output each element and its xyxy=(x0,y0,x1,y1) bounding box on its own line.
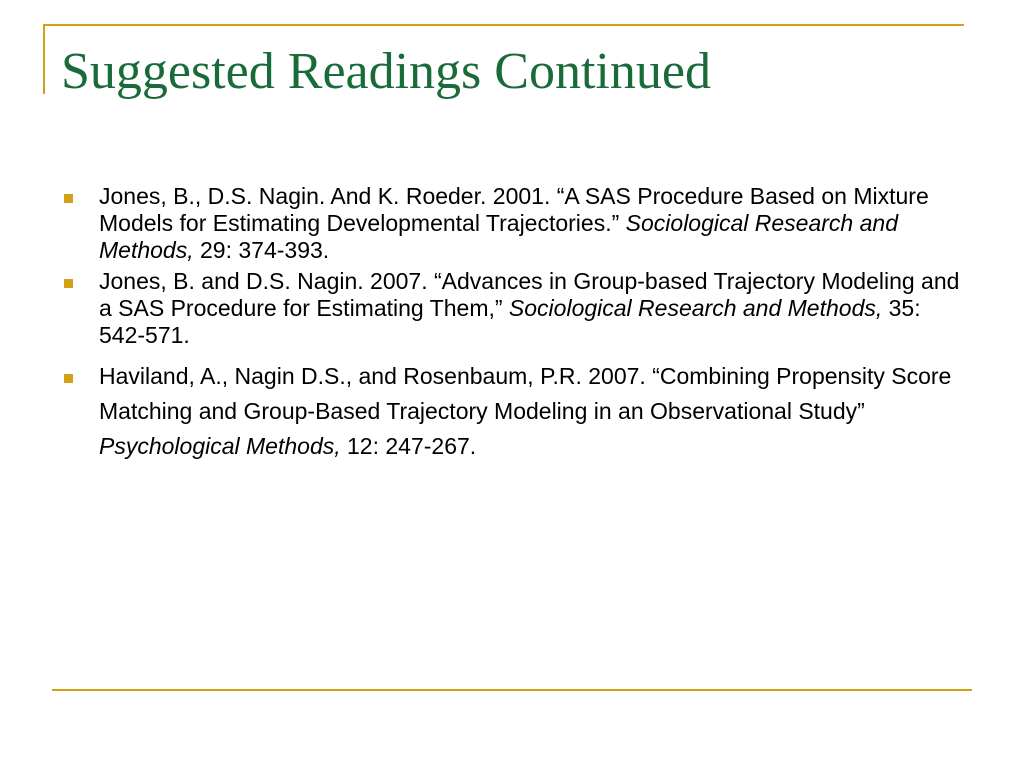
reference-citation: Jones, B., D.S. Nagin. And K. Roeder. 2001. “A SAS Procedure Based on Mixture Models for Estimating Developmental Trajectories.” xyxy=(99,183,929,236)
square-bullet-icon xyxy=(64,279,73,288)
reference-volume-pages: 29: 374-393. xyxy=(200,237,330,263)
reference-item xyxy=(60,183,970,264)
top-accent-rule xyxy=(43,24,964,26)
square-bullet-icon xyxy=(64,374,73,383)
reference-list xyxy=(60,183,970,464)
left-accent-rule xyxy=(43,24,45,94)
reference-item xyxy=(60,359,970,464)
bottom-accent-rule xyxy=(52,689,972,691)
reference-item xyxy=(60,268,970,349)
reference-journal: Sociological Research and Methods, xyxy=(99,210,898,263)
reference-journal: Sociological Research and Methods, xyxy=(508,295,883,321)
reference-volume-pages: 12: 247-267. xyxy=(347,433,477,459)
square-bullet-icon xyxy=(64,194,73,203)
reference-journal: Psychological Methods, xyxy=(99,433,341,459)
slide-title: Suggested Readings Continued xyxy=(61,43,711,100)
reference-citation: Jones, B. and D.S. Nagin. 2007. “Advances in Group-based Trajectory Modeling and a SAS Procedure for Estimating Them,” xyxy=(99,268,960,321)
reference-volume-pages: 35: 542-571. xyxy=(99,295,921,348)
reference-citation: Haviland, A., Nagin D.S., and Rosenbaum, P.R. 2007. “Combining Propensity Score Matching and Group-Based Trajectory Modeling in an Observational Study” xyxy=(99,363,952,424)
